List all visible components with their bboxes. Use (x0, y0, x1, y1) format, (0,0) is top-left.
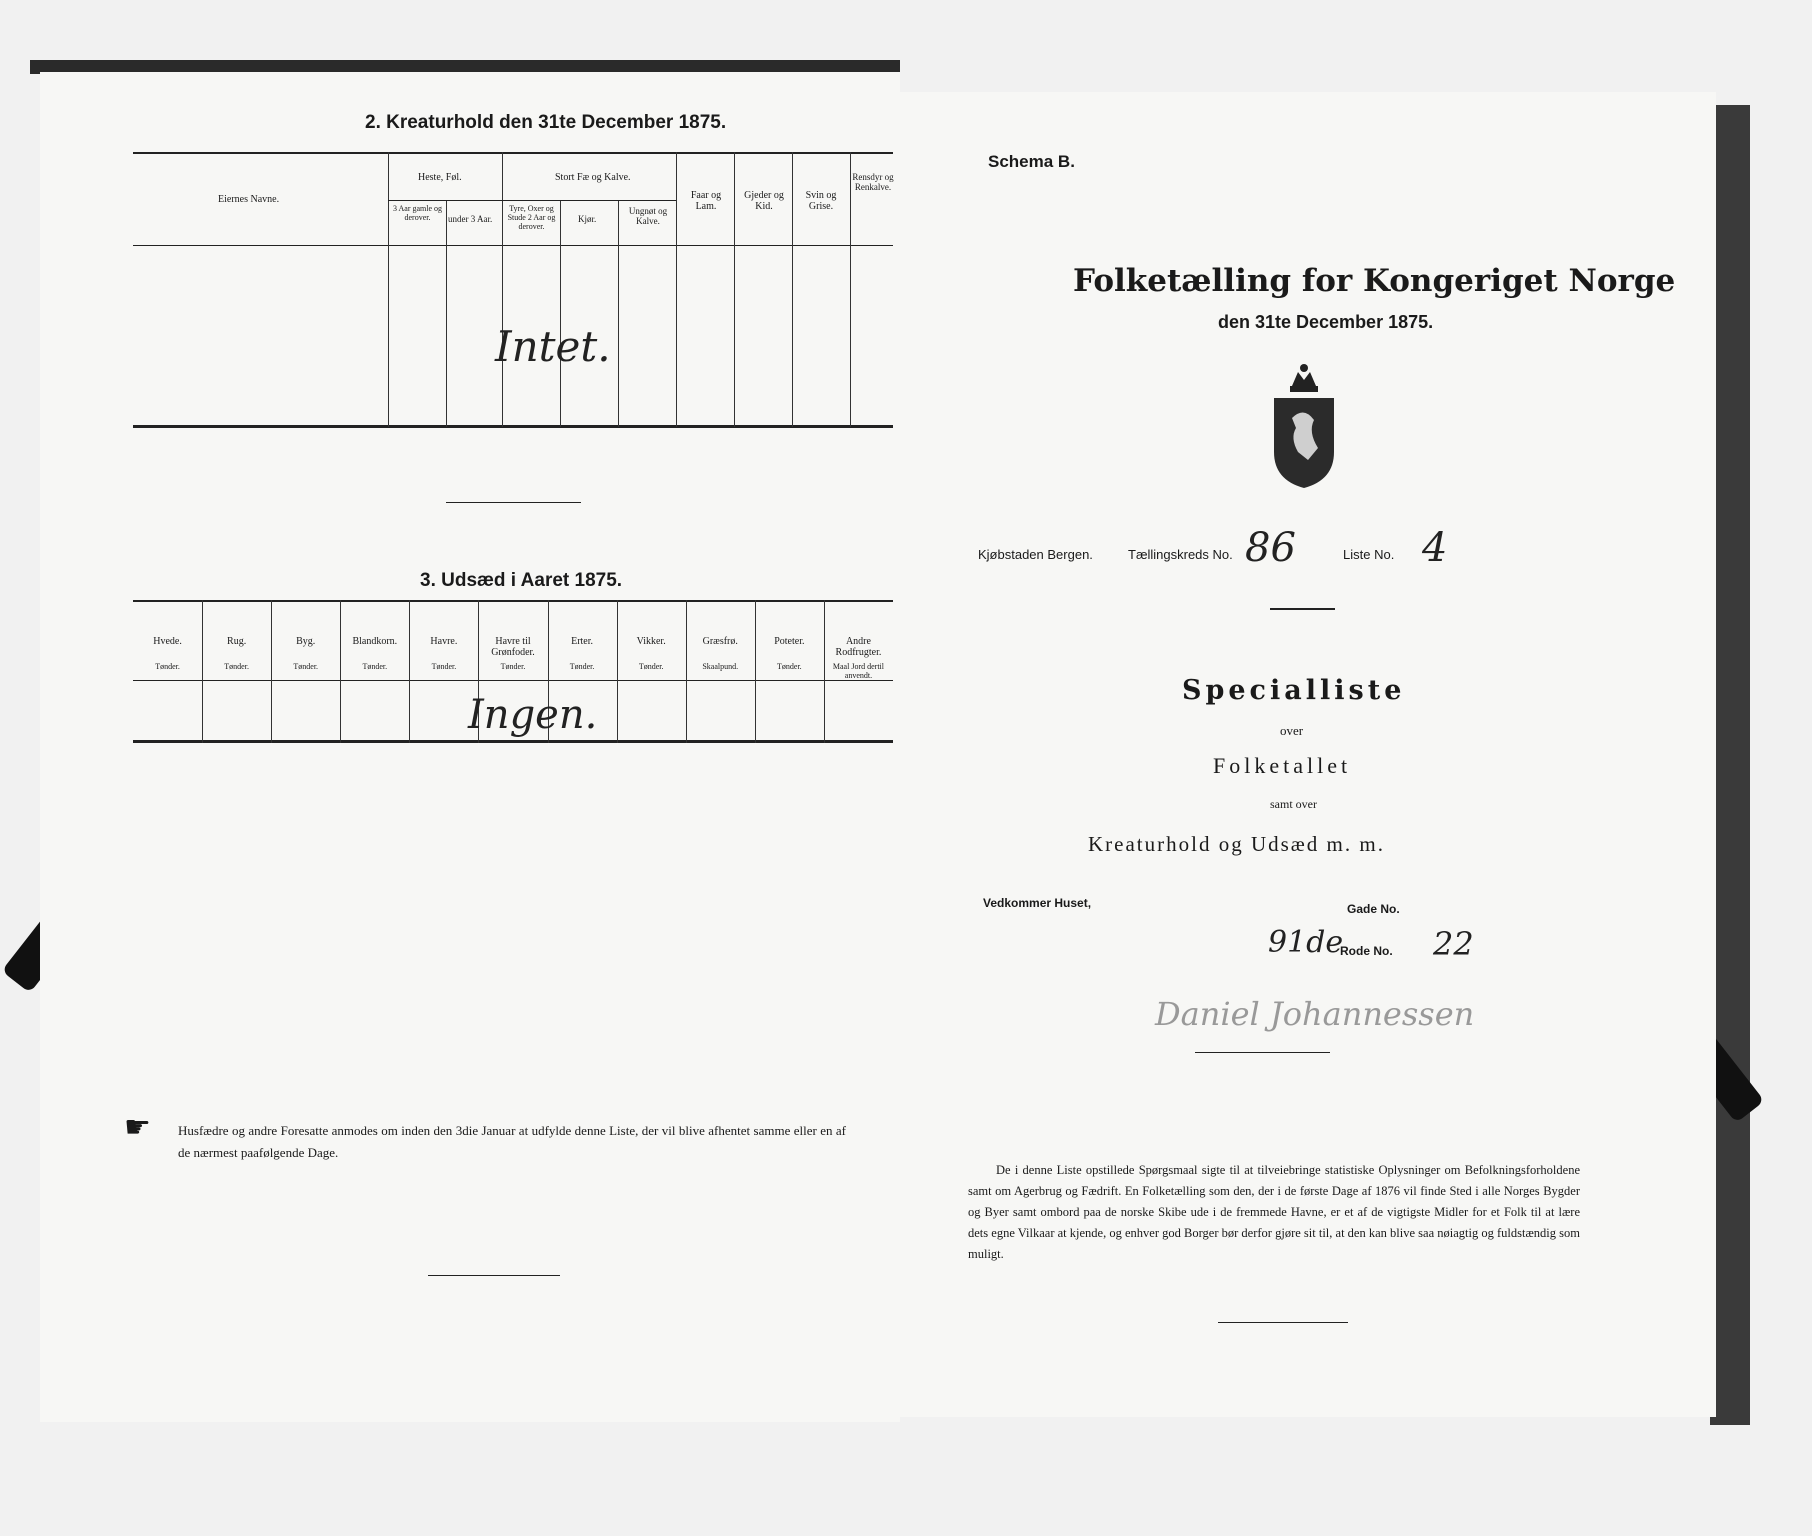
seed-column-unit: Tønder. (362, 662, 388, 671)
list-label: Liste No. (1343, 547, 1395, 562)
seed-column-divider (340, 600, 341, 743)
over-text: over (1280, 723, 1304, 738)
seed-column-unit: Tønder. (431, 662, 457, 671)
seed-column-name: Havre. (430, 636, 458, 647)
seed-column-name: Rug. (227, 636, 247, 647)
divider-right-3 (1218, 1322, 1348, 1323)
seed-column-divider (202, 600, 203, 743)
folketallet-text: Folketallet (1213, 753, 1352, 778)
cattle-header: Stort Fæ og Kalve. (555, 172, 631, 183)
divider-left-2 (428, 1275, 560, 1276)
divider-right-1 (1270, 608, 1335, 610)
sub-horses-young: under 3 Aar. (448, 214, 493, 224)
seed-column-unit: Tønder. (777, 662, 802, 671)
seed-column-unit: Tønder. (638, 662, 664, 671)
sub-cows: Kjør. (578, 214, 597, 224)
seed-column-name: Blandkorn. (352, 636, 398, 647)
horses-header: Heste, Føl. (418, 172, 462, 183)
seed-column-divider (271, 600, 272, 743)
notice-text: Husfædre og andre Foresatte anmodes om inden den 3die Januar at udfylde denne Liste, der vil blive afhentet samme eller en af de nærmest paafølgende Dage. (178, 1123, 846, 1160)
schema-label: Schema B. (988, 152, 1075, 171)
samt-over-text: samt over (1270, 797, 1317, 811)
street-label: Gade No. (1347, 902, 1400, 916)
sub-bulls: Tyre, Oxer og Stude 2 Aar og derover. (507, 204, 556, 231)
seed-column-unit: Skaalpund. (702, 662, 739, 671)
book-edge-bottom-right (1710, 105, 1750, 1425)
title-date: den 31te December 1875. (1218, 312, 1434, 332)
seed-column-unit: Tønder. (224, 662, 249, 671)
sheep-header: Faar og Lam. (690, 190, 722, 212)
seed-column-unit: Tønder. (569, 662, 595, 671)
seed-column-unit: Tønder. (293, 662, 319, 671)
sub-calves: Ungnøt og Kalve. (628, 206, 668, 226)
signature: Daniel Johannessen (1155, 995, 1475, 1033)
seed-column-divider (824, 600, 825, 743)
seed-column-divider (686, 600, 687, 743)
footer-text: De i denne Liste opstillede Spørgsmaal sigte til at tilveiebringe statistiske Oplysninger om Befolkningsforholdene samt om Agerbrug og Fædrift. En Folketælling som den, der i de første Dage af 1876 vil finde Sted i alle Norges Bygder og Byer samt ombord paa de norske Skibe ude i de fremmede Havne, er et af de vigtigste Midler for et Folk til at lære dets egne Vilkaar at kjende, og enhver god Borger bør derfor gjøre sit til, at den kan blive saa nøiagtig og fuldstændig som muligt. (968, 1163, 1580, 1261)
seed-column-unit: Maal Jord dertil anvendt. (832, 662, 884, 680)
house-value: 91de (1268, 925, 1344, 960)
seed-column-unit: Tønder. (155, 662, 180, 671)
divider-left-1 (446, 502, 581, 503)
section3-title: 3. Udsæd i Aaret 1875. (420, 570, 623, 591)
seed-handwritten: Ingen. (468, 692, 598, 738)
seed-column-unit: Tønder. (500, 662, 526, 671)
list-value: 4 (1422, 525, 1448, 571)
city-label: Kjøbstaden Bergen. (978, 547, 1093, 562)
rode-label: Rode No. (1340, 944, 1393, 958)
seed-column-name: Byg. (296, 636, 316, 647)
seed-column-divider (409, 600, 410, 743)
main-title: Folketælling for Kongeriget Norge (1073, 263, 1676, 299)
section2-title: 2. Kreaturhold den 31te December 1875. (365, 112, 727, 133)
district-label: Tællingskreds No. (1128, 547, 1233, 562)
coat-of-arms-icon (1268, 362, 1340, 490)
owner-header: Eiernes Navne. (218, 194, 280, 205)
seed-column-divider (617, 600, 618, 743)
subheading: Kreaturhold og Udsæd m. m. (1088, 832, 1385, 856)
seed-column-name: Græsfrø. (702, 636, 738, 647)
rode-value: 22 (1433, 925, 1474, 963)
seed-column-name: Vikker. (636, 636, 666, 647)
specialliste-heading: Specialliste (1182, 675, 1406, 706)
goats-header: Gjeder og Kid. (744, 190, 784, 212)
divider-right-2 (1195, 1052, 1330, 1053)
house-label: Vedkommer Huset, (983, 896, 1092, 910)
seed-column-name: Erter. (571, 636, 594, 647)
pigs-header: Svin og Grise. (805, 190, 837, 212)
pointing-hand-icon: ☛ (124, 1111, 151, 1144)
seed-column-name: Andre Rodfrugter. (835, 636, 882, 658)
district-value: 86 (1245, 525, 1296, 571)
reindeer-header: Rensdyr og Renkalve. (852, 172, 894, 192)
livestock-handwritten: Intet. (495, 322, 611, 371)
seed-column-divider (755, 600, 756, 743)
seed-column-name: Poteter. (774, 636, 805, 647)
seed-column-name: Havre til Grønfoder. (491, 636, 535, 658)
left-page (40, 72, 900, 1422)
seed-column-name: Hvede. (153, 636, 182, 647)
sub-horses-old: 3 Aar gamle og derover. (392, 204, 443, 222)
